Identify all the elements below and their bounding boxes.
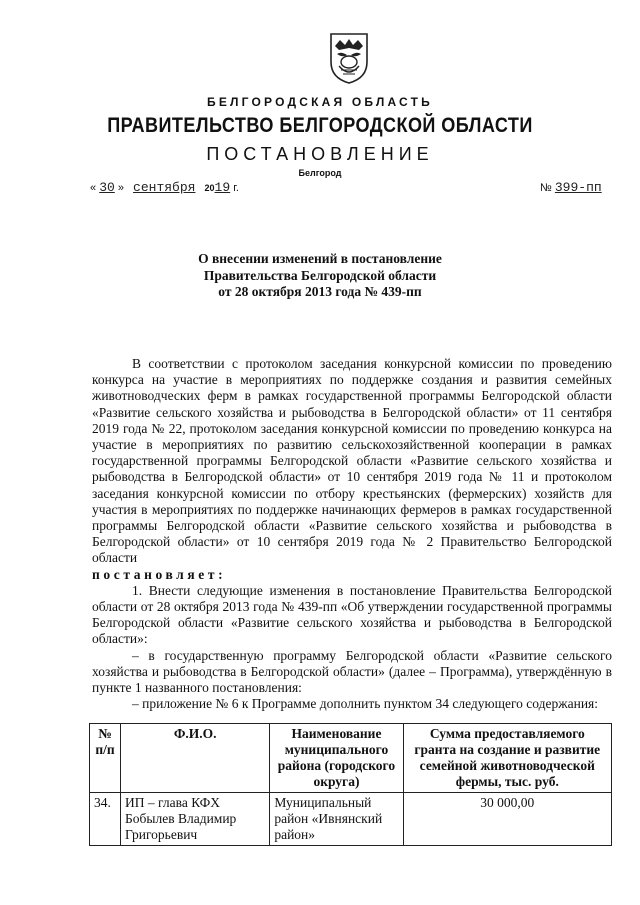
coat-of-arms-emblem	[327, 32, 371, 84]
header-name: Ф.И.О.	[121, 724, 270, 793]
item-1a-paragraph: – в государственную программу Белгородской области «Развитие сельского хозяйства и рыбоводства в Белгородской области» (далее – Программа), утверждённую в пункте 1 названного постановления:	[92, 647, 612, 696]
title-line: О внесении изменений в постановление	[198, 251, 442, 266]
cell-amount: 30 000,00	[403, 793, 611, 846]
header-number: № п/п	[90, 724, 121, 793]
region-heading: БЕЛГОРОДСКАЯ ОБЛАСТЬ	[207, 95, 433, 109]
date-year-unit: г.	[233, 182, 239, 194]
city-name: Белгород	[298, 168, 342, 178]
resolves-word: постановляет:	[92, 566, 227, 582]
date-close-quote: »	[117, 182, 124, 194]
date-open-quote: «	[90, 182, 97, 194]
document-body	[92, 356, 612, 712]
date-year-prefix: 20	[204, 183, 215, 193]
document-type: ПОСТАНОВЛЕНИЕ	[206, 144, 434, 164]
item-1-paragraph: 1. Внести следующие изменения в постановление Правительства Белгородской области от 28 октября 2013 года № 439-пп «Об утверждении государственной программы Белгородской области «Развитие сельского хозяйства и рыбоводства в Белгородской области»:	[92, 582, 612, 647]
date-year-suffix: 19	[214, 180, 231, 195]
grant-table	[89, 723, 612, 846]
table-header-row	[90, 724, 612, 793]
document-title	[0, 251, 640, 301]
header-amount: Сумма предоставляемого гранта на создание и развитие семейной животноводческой фермы, тыс. руб.	[403, 724, 611, 793]
document-number	[540, 180, 602, 195]
document-date	[90, 180, 239, 195]
date-day: 30	[99, 180, 115, 195]
date-month: сентября	[133, 180, 196, 195]
header-district: Наименование муниципального района (городского округа)	[270, 724, 403, 793]
title-line: Правительства Белгородской области	[203, 267, 437, 283]
cell-district: Муниципальный район «Ивнянский район»	[270, 793, 403, 846]
cell-number: 34.	[90, 793, 121, 846]
cell-name: ИП – глава КФХ Бобылев Владимир Григорьевич	[121, 793, 270, 846]
number-value: 399-пп	[554, 180, 602, 195]
government-heading: ПРАВИТЕЛЬСТВО БЕЛГОРОДСКОЙ ОБЛАСТИ	[107, 114, 533, 137]
preamble-paragraph: В соответствии с протоколом заседания конкурсной комиссии по проведению конкурса на участие в мероприятиях по поддержке создания и развития семейных животноводческих ферм в рамках государственной программы Белгородской области «Развитие сельского хозяйства и рыбоводства в Белгородской области» от 11 сентября 2019 года № 22, протоколом заседания конкурсной комиссии по проведению конкурса на участие в мероприятиях по развитию сельскохозяйственной кооперации в рамках государственной программы Белгородской области «Развитие сельского хозяйства и рыбоводства в Белгородской области» от 10 сентября 2019 года № 11 и протоколом заседания конкурсной комиссии по отбору крестьянских (фермерских) хозяйств для участия в мероприятиях по поддержке начинающих фермеров в рамках государственной программы Белгородской области «Развитие сельского хозяйства и рыбоводства в Белгородской области» от 10 сентября 2019 года № 2 Правительство Белгородской области	[92, 356, 612, 566]
title-line: от 28 октября 2013 года № 439-пп	[218, 284, 422, 299]
item-1b-paragraph: – приложение № 6 к Программе дополнить пунктом 34 следующего содержания:	[132, 696, 599, 712]
table-row	[90, 793, 612, 846]
number-prefix: №	[540, 182, 552, 194]
